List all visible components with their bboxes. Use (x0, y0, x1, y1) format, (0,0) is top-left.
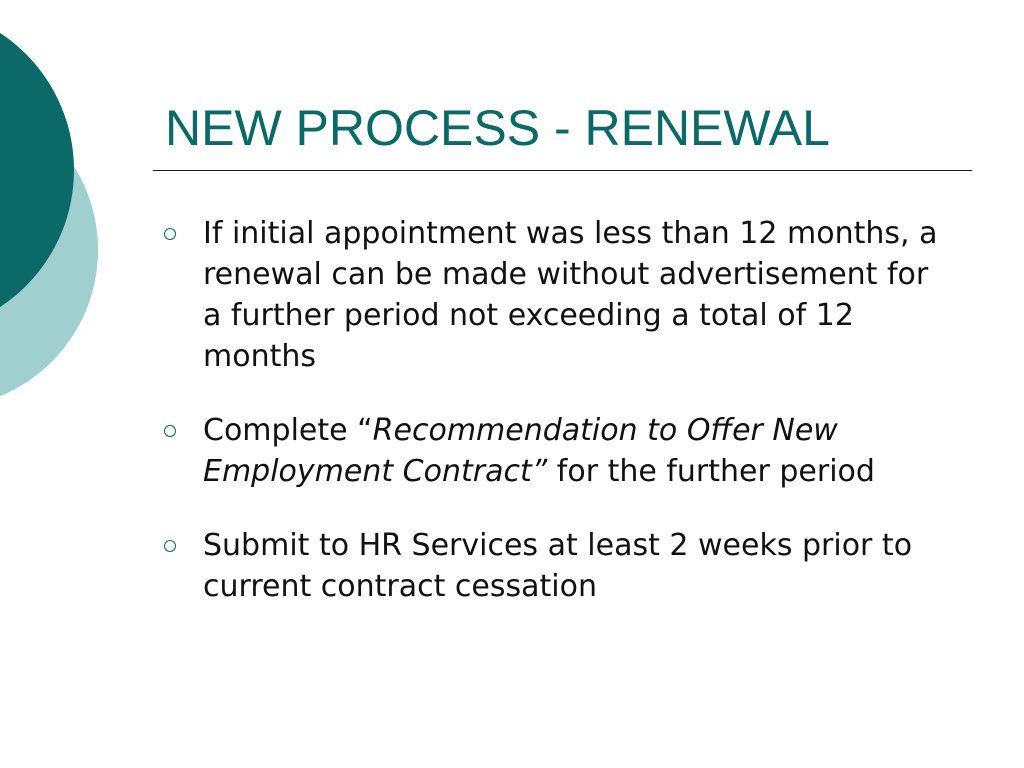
bullet-item (163, 525, 943, 607)
bullet-list (163, 213, 943, 607)
bullet-text: Submit to HR Services at least 2 weeks prior to current contract cessation (203, 528, 913, 604)
form-name: Recommendation to Offer New Employment Contract (203, 413, 838, 489)
slide-title: NEW PROCESS - RENEWAL (165, 100, 830, 156)
circle-bullet-icon (164, 540, 176, 552)
circle-bullet-icon (164, 425, 176, 437)
bullet-item (163, 213, 943, 377)
open-quote: “ (357, 413, 373, 448)
title-divider (153, 170, 972, 171)
bullet-text-prefix: Complete (203, 413, 358, 448)
circle-bullet-icon (164, 228, 176, 240)
bullet-item (163, 410, 943, 492)
bullet-text: If initial appointment was less than 12 months, a renewal can be made without advertisement for a further period not exceeding a total of 12 months (203, 216, 938, 374)
decorative-circles (0, 0, 140, 420)
close-quote: ” (531, 454, 548, 489)
bullet-text-suffix: for the further period (547, 454, 875, 489)
